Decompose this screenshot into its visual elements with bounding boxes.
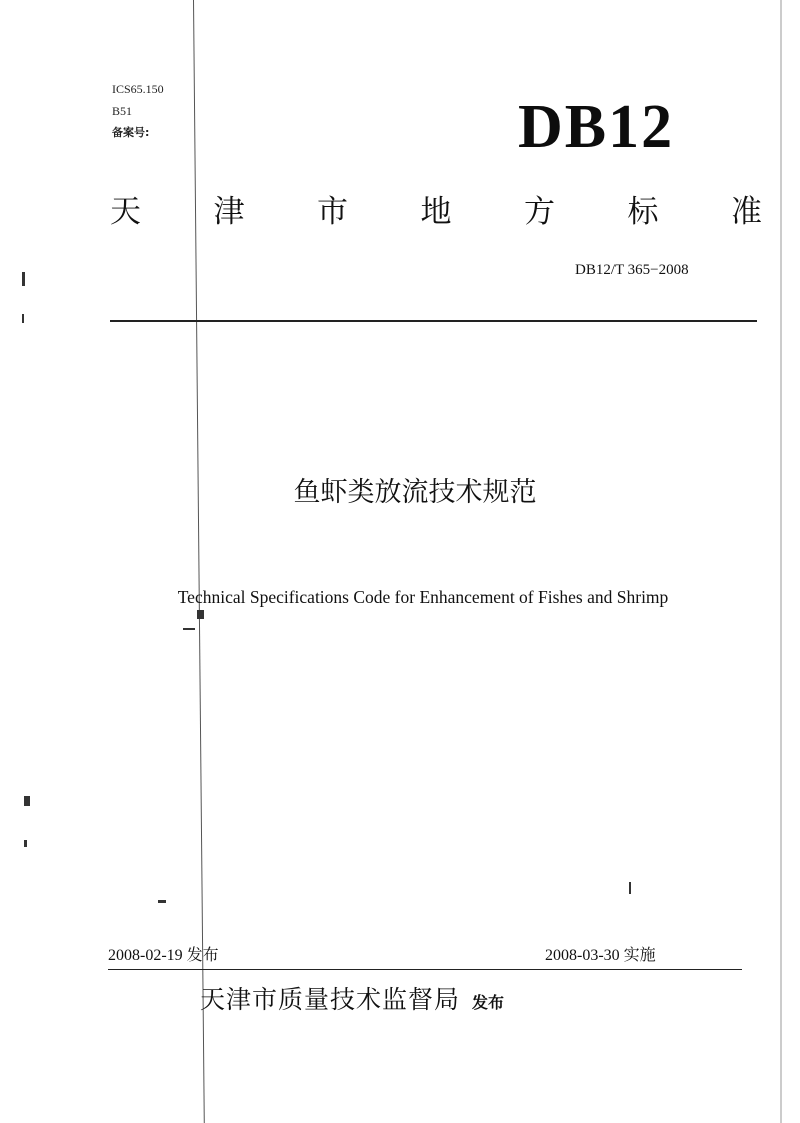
implementation-date: 2008-03-30 实施 [545,947,656,964]
standard-code-logo: DB12 [518,93,675,161]
filing-number-label: 备案号: [112,126,150,139]
ccs-code: B51 [112,104,133,118]
standard-type-char: 方 [524,194,555,230]
document-title-chinese: 鱼虾类放流技术规范 [293,477,537,508]
standard-number: DB12/T 365−2008 [575,262,689,278]
issue-date: 2008-02-19 发布 [108,947,219,964]
footer-divider [108,969,742,970]
scan-speck [197,610,204,619]
scan-speck [24,840,27,847]
scan-speck [24,796,30,806]
scan-speck [22,272,25,286]
scan-speck [22,314,24,323]
publisher-name: 天津市质量技术监督局 [200,985,461,1014]
scan-speck [183,628,195,630]
standard-type-char: 准 [731,194,762,230]
scan-edge [780,0,782,1123]
scan-speck [158,900,166,903]
standard-type-char: 市 [317,194,348,230]
header-divider [110,320,757,322]
standard-type-char: 津 [213,194,245,230]
standard-type-char: 标 [627,194,659,230]
document-title-english: Technical Specifications Code for Enhancement of Fishes and Shrimp [177,587,669,607]
standard-type-char: 天 [110,194,141,230]
standard-type-char: 地 [420,194,452,230]
publish-label: 发布 [472,993,505,1012]
ics-code: ICS65.150 [112,82,164,96]
scan-speck [629,882,631,894]
standard-type-heading [110,186,762,231]
publisher-line [200,980,504,1016]
